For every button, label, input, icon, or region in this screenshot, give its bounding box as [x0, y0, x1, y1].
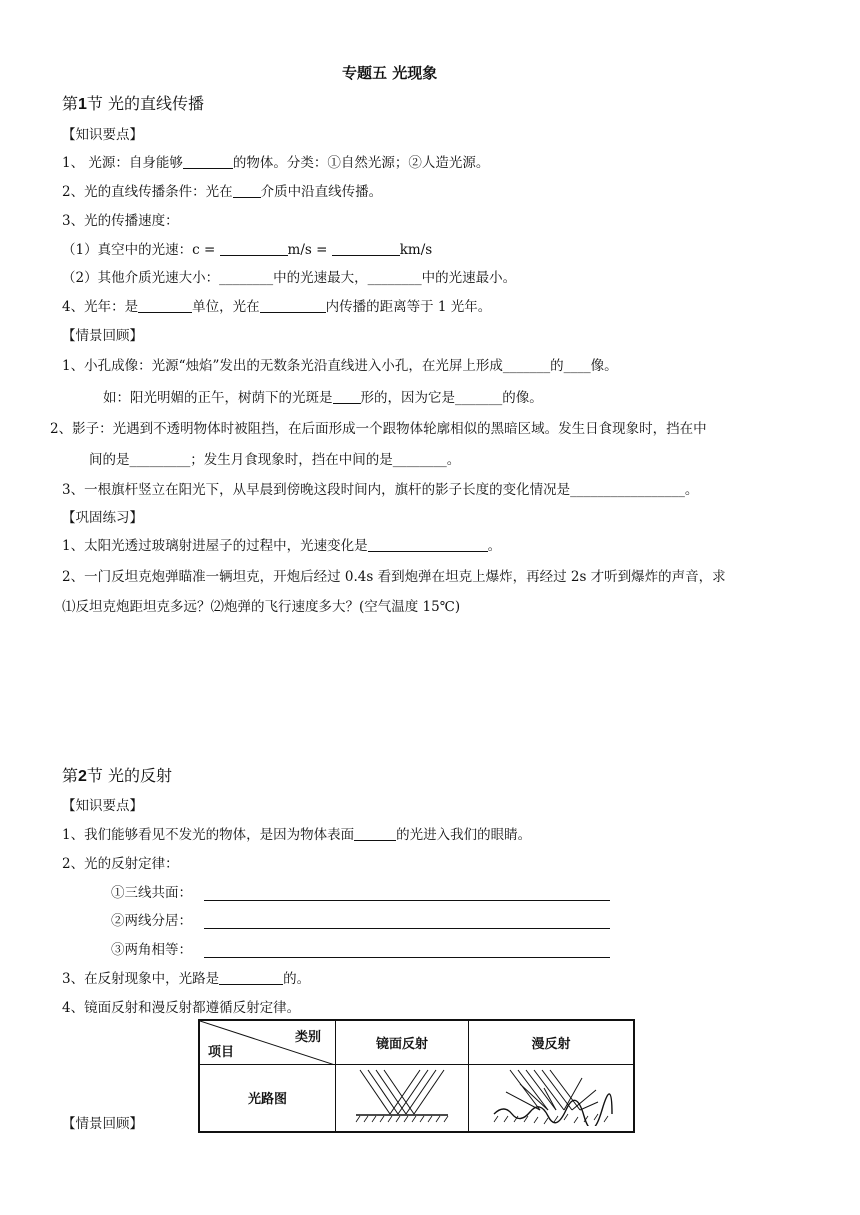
s1-r2-line1: 2、影子：光遇到不透明物体时被阻挡，在后面形成一个跟物体轮廓相似的黑暗区域。发生日食现象时，挡在中	[50, 421, 707, 437]
heading-prefix: 第	[62, 94, 79, 113]
text: 。	[487, 538, 502, 554]
s2-k1	[62, 826, 531, 844]
text: 2、光的直线传播条件：光在	[62, 184, 233, 200]
text: 1、太阳光透过玻璃射进屋子的过程中，光速变化是	[62, 538, 368, 554]
s2-k4: 4、镜面反射和漫反射都遵循反射定律。	[62, 1000, 301, 1016]
text: 单位，光在	[192, 299, 260, 315]
text: m/s =	[287, 242, 332, 258]
specular-diagram-cell	[336, 1064, 469, 1132]
heading-title: 节 光的直线传播	[86, 94, 205, 113]
answer-line	[204, 957, 610, 958]
s1-k1	[62, 154, 489, 172]
corner-top-label: 类别	[294, 1030, 321, 1045]
text: 的光进入我们的眼睛。	[396, 827, 532, 843]
knowledge-points-label-2: 【知识要点】	[62, 798, 143, 814]
corner-bottom-label: 项目	[208, 1044, 235, 1060]
blank	[233, 184, 261, 198]
text: 介质中沿直线传播。	[260, 184, 383, 200]
table-corner-cell	[199, 1020, 336, 1064]
section-2-heading	[62, 767, 172, 786]
practice-label: 【巩固练习】	[62, 510, 143, 526]
s1-k3: 3、光的传播速度：	[62, 213, 179, 229]
s1-k3-1	[62, 241, 432, 259]
s1-k2	[62, 183, 382, 201]
column-header-diffuse: 漫反射	[469, 1020, 635, 1064]
scenario-review-label-2: 【情景回顾】	[62, 1116, 143, 1132]
s1-p2-line1: 2、一门反坦克炮弹瞄准一辆坦克，开炮后经过 0.4s 看到炮弹在坦克上爆炸，再经过 2s 才听到爆炸的声音，求	[62, 569, 726, 585]
s2-k2-1: ①三线共面：	[111, 885, 192, 901]
s2-k3	[62, 970, 310, 988]
heading-number: 2	[78, 768, 87, 785]
blank	[183, 155, 233, 169]
page-title: 专题五 光现象	[342, 64, 438, 82]
diffuse-reflection-diagram	[486, 1066, 616, 1126]
blank	[220, 242, 288, 256]
column-header-specular: 镜面反射	[336, 1020, 469, 1064]
s1-r1: 1、小孔成像：光源“烛焰”发出的无数条光沿直线进入小孔，在光屏上形成_______的____像。	[62, 358, 618, 374]
s1-p2-line2: ⑴反坦克炮距坦克多远？⑵炮弹的飞行速度多大？(空气温度 15℃)	[62, 599, 461, 615]
scenario-review-label: 【情景回顾】	[62, 328, 143, 344]
reflection-table	[198, 1019, 635, 1133]
heading-title: 节 光的反射	[86, 766, 173, 785]
text: （1）真空中的光速：c =	[62, 242, 220, 258]
text: 3、在反射现象中，光路是	[62, 971, 220, 987]
s1-p1	[62, 537, 501, 555]
heading-number: 1	[78, 96, 87, 113]
blank	[354, 827, 396, 841]
text: 的。	[283, 971, 311, 987]
s1-k3-2: （2）其他介质光速大小：________中的光速最大，________中的光速最小。	[62, 270, 517, 286]
text: 如：阳光明媚的正午，树荫下的光斑是	[103, 390, 333, 406]
s1-r2-line2: 间的是_________；发生月食现象时，挡在中间的是________。	[89, 452, 461, 468]
s2-k2-3: ③两角相等：	[111, 942, 192, 958]
s1-r1-example	[103, 389, 543, 407]
answer-line	[204, 900, 610, 901]
text: 内传播的距离等于 1 光年。	[325, 299, 492, 315]
s2-k2-2: ②两线分居：	[111, 913, 192, 929]
knowledge-points-label: 【知识要点】	[62, 127, 143, 143]
heading-prefix: 第	[62, 766, 79, 785]
blank	[332, 242, 400, 256]
section-1-heading	[62, 95, 204, 114]
row-header-light-path: 光路图	[199, 1064, 336, 1132]
text: 4、光年：是	[62, 299, 139, 315]
text: 形的，因为它是_______的像。	[360, 390, 543, 406]
diffuse-diagram-cell	[469, 1064, 635, 1132]
specular-reflection-diagram	[352, 1066, 452, 1126]
s1-k4	[62, 298, 491, 316]
text: km/s	[399, 242, 433, 258]
blank	[260, 299, 326, 313]
blank	[333, 390, 361, 404]
blank	[368, 538, 488, 552]
blank	[138, 299, 192, 313]
text: 1、 光源：自身能够	[62, 155, 183, 171]
answer-line	[204, 928, 610, 929]
s1-r3: 3、一根旗杆竖立在阳光下，从早晨到傍晚这段时间内，旗杆的影子长度的变化情况是_________________。	[62, 482, 699, 498]
text: 1、我们能够看见不发光的物体，是因为物体表面	[62, 827, 355, 843]
s2-k2: 2、光的反射定律：	[62, 856, 179, 872]
text: 的物体。分类：①自然光源；②人造光源。	[232, 155, 490, 171]
blank	[219, 971, 283, 985]
